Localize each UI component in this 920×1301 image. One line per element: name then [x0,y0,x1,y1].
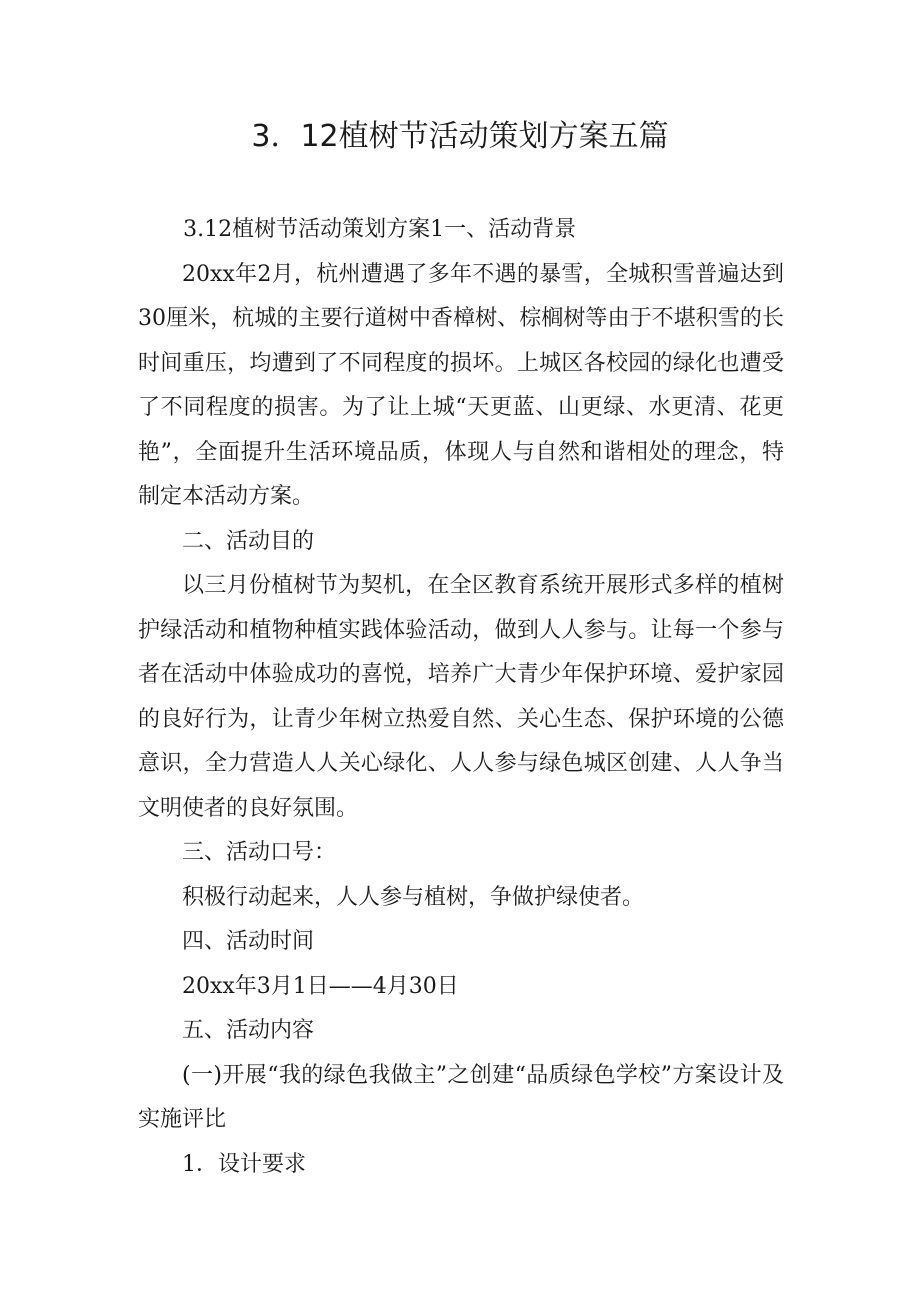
paragraph-time: 20xx年3月1日——4月30日 [182,973,459,999]
section-heading-slogan: 三、活动口号： [182,840,337,865]
document-body [138,208,784,1187]
section-heading-time: 四、活动时间 [182,929,315,954]
paragraph-background: 20xx年2月，杭州遭遇了多年不遇的暴雪，全城积雪普遍达到30厘米，杭城的主要行道树中香樟树、棕榈树等由于不堪积雪的长时间重压，均遭到了不同程度的损坏。上城区各校园的绿化也遭受了不同程度的损害。为了让上城“天更蓝、山更绿、水更清、花更艳”，全面提升生活环境品质，体现人与自然和谐相处的理念，特制定本活动方案。 [138,261,784,509]
section-heading-purpose: 二、活动目的 [182,528,315,554]
subheading-design-requirements: 1．设计要求 [182,1151,306,1177]
document-title: 3．12植树节活动策划方案五篇 [251,119,669,154]
paragraph-purpose: 以三月份植树节为契机，在全区教育系统开展形式多样的植树护绿活动和植物种植实践体验活动，做到人人参与。让每一个参与者在活动中体验成功的喜悦，培养广大青少年保护环境、爱护家园的良好行为，让青少年树立热爱自然、关心生态、保护环境的公德意识，全力营造人人关心绿化、人人参与绿色城区创建、人人争当文明使者的良好氛围。 [138,573,784,821]
paragraph-content-item-1: (一)开展“我的绿色我做主”之创建“品质绿色学校”方案设计及实施评比 [138,1062,784,1132]
section-heading-content: 五、活动内容 [182,1018,315,1043]
section-heading-background: 3.12植树节活动策划方案1一、活动背景 [183,217,577,242]
paragraph-slogan: 积极行动起来，人人参与植树，争做护绿使者。 [182,884,645,910]
